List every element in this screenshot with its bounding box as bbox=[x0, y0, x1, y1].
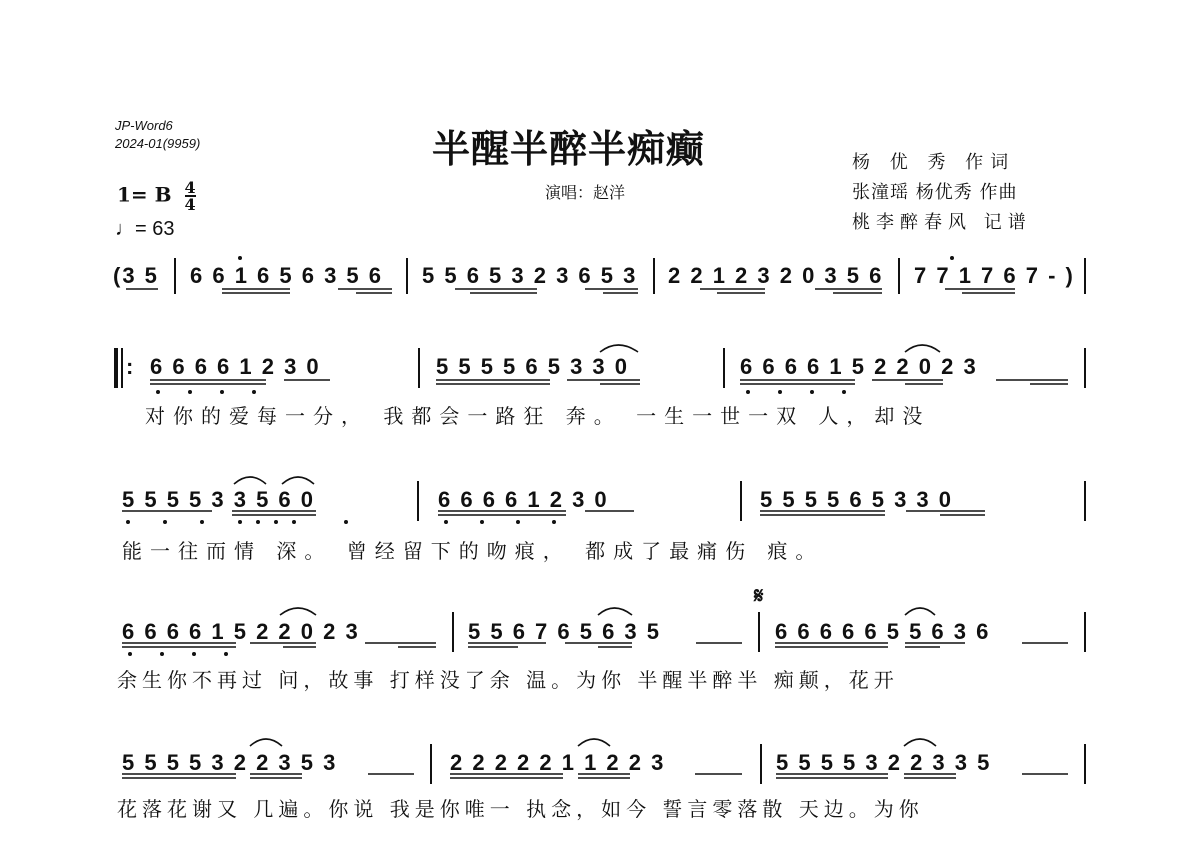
song-title: 半醒半醉半痴癫 bbox=[432, 127, 706, 171]
row3-measure-2: 5 5 6 7 6 5 6 3 5 bbox=[468, 619, 662, 644]
singer-credit: 演唱：赵洋 bbox=[545, 183, 626, 202]
intro-measure-2: 6 6 1 6 5 6 3 5 6 bbox=[190, 263, 384, 288]
time-sig-top: 4 bbox=[184, 178, 196, 197]
version-date: 2024-01(9959) bbox=[115, 136, 201, 151]
tempo-value: = 63 bbox=[135, 218, 175, 240]
time-sig-bottom: 4 bbox=[184, 195, 196, 214]
row4-measure-3: 5 5 5 5 3 2 2 3 3 5 bbox=[776, 750, 992, 775]
row3-measure-1: 6 6 6 6 1 5 2 2 0 2 3 bbox=[122, 619, 360, 644]
quarter-note-icon: ♩ bbox=[115, 218, 135, 240]
composer-credit: 张潼瑶 杨优秀 作曲 bbox=[852, 182, 1018, 203]
row4-measure-1: 5 5 5 5 3 2 2 3 5 3 bbox=[122, 750, 338, 775]
software-label: JP-Word6 bbox=[115, 118, 173, 133]
intro-measure-5: 7 7 1 7 6 7 - ) bbox=[914, 263, 1075, 288]
row1-measure-2: 5 5 5 5 6 5 3 3 0 bbox=[436, 354, 630, 379]
row4-lyrics: 花落花谢又 几遍。你说 我是你唯一 执念，如今 誓言零落散 天边。为你 bbox=[117, 797, 924, 821]
row3-lyrics: 余生你不再过 问，故事 打样没了余 温。为你 半醒半醉半 痴颠，花开 bbox=[117, 668, 899, 692]
row2-lyrics: 能一往而情 深。 曾经留下的吻痕， 都成了最痛伤 痕。 bbox=[122, 539, 824, 563]
row1-measure-1: 6 6 6 6 1 2 3 0 bbox=[150, 354, 321, 379]
row1-lyrics: 对你的爱每一分， 我都会一路狂 奔。 一生一世一双 人，却没 bbox=[145, 404, 931, 428]
row3-measure-3: 6 6 6 6 6 5 5 6 3 6 bbox=[775, 619, 991, 644]
intro-measure-1: (3 5 bbox=[113, 263, 159, 288]
intro-measure-3: 5 5 6 5 3 2 3 6 5 3 bbox=[422, 263, 638, 288]
lyricist-credit: 杨 优 秀 作词 bbox=[852, 152, 1016, 173]
key-label: 1= B bbox=[117, 182, 172, 207]
segno-icon: 𝄋 bbox=[754, 583, 766, 608]
intro-measure-4: 2 2 1 2 3 2 0 3 5 6 bbox=[668, 263, 884, 288]
row2-measure-3: 5 5 5 5 6 5 3 3 0 bbox=[760, 487, 954, 512]
transcriber-credit: 桃李醉春风 记谱 bbox=[852, 212, 1032, 233]
row2-measure-2: 6 6 6 6 1 2 3 0 bbox=[438, 487, 609, 512]
row2-measure-1: 5 5 5 5 3 3 5 6 0 bbox=[122, 487, 316, 512]
row1-measure-3: 6 6 6 6 1 5 2 2 0 2 3 bbox=[740, 354, 978, 379]
row4-measure-2: 2 2 2 2 2 1 1 2 2 3 bbox=[450, 750, 666, 775]
repeat-dots: : bbox=[126, 354, 136, 379]
